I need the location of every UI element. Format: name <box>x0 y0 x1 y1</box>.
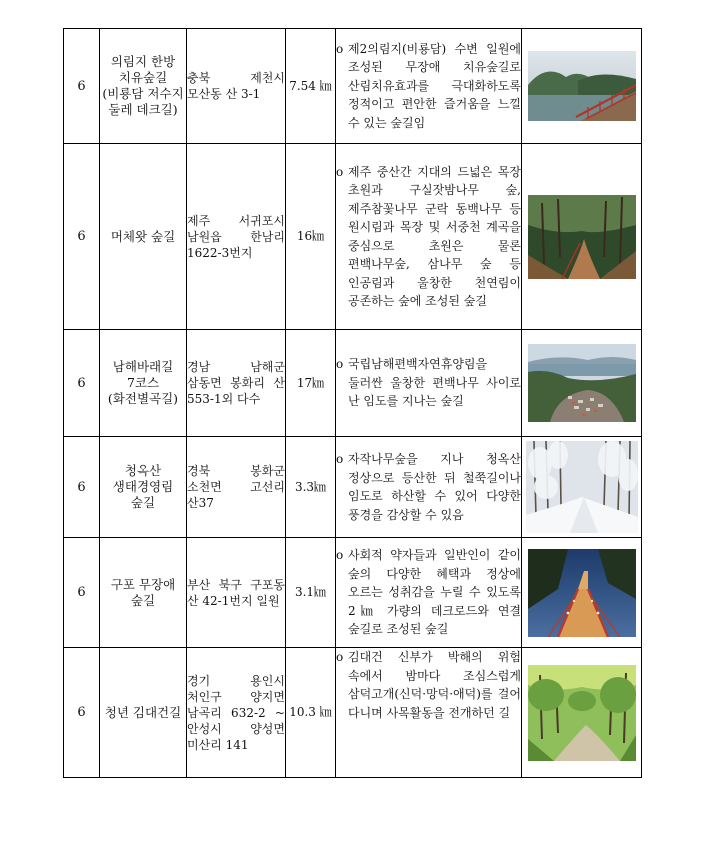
row-number: 6 <box>64 648 100 778</box>
trail-description-cell <box>336 538 522 648</box>
bullet-marker: o <box>336 357 344 372</box>
trail-length: 7.54 ㎞ <box>286 29 336 144</box>
photo-cell <box>522 144 642 330</box>
trail-description-cell <box>336 29 522 144</box>
trail-address: 경기 용인시 처인구 양지면 남곡리 632-2 ~ 안성시 양성면 미산리 141 <box>187 648 286 778</box>
photo-cell <box>522 538 642 648</box>
photo-cell <box>522 330 642 437</box>
photo-cell <box>522 29 642 144</box>
night-deck-photo <box>528 549 636 637</box>
trail-length: 3.3㎞ <box>286 437 336 538</box>
trail-address: 충북 제천시 모산동 산 3-1 <box>187 29 286 144</box>
trail-name: 청년 김대건길 <box>100 648 187 778</box>
trail-description-cell <box>336 330 522 437</box>
photo-cell <box>522 437 642 538</box>
trail-description-cell <box>336 437 522 538</box>
trail-description: 제주 중산간 지대의 드넓은 목장 초원과 구실잣밤나무 숲, 제주참꽃나무 군락 동백나무 등 원시림과 목장 및 서중천 계곡을 중심으로 초원은 물론 편백나무숲, 삼나무 숲 등 인공림과 울창한 천연림이 공존하는 숲에 조성된 숲길 <box>348 164 521 308</box>
trail-address: 부산 북구 구포동 산 42-1번지 일원 <box>187 538 286 648</box>
trail-length: 10.3 ㎞ <box>286 648 336 778</box>
bullet-marker: o <box>336 548 344 563</box>
table-row <box>64 648 642 778</box>
row-number: 6 <box>64 144 100 330</box>
trail-length: 17㎞ <box>286 330 336 437</box>
trail-name: 남해바래길 7코스(화전별곡길) <box>100 330 187 437</box>
trail-address: 경남 남해군 삼동면 봉화리 산 553-1외 다수 <box>187 330 286 437</box>
row-number: 6 <box>64 437 100 538</box>
bullet-marker: o <box>336 41 344 56</box>
trail-name: 머체왓 숲길 <box>100 144 187 330</box>
trail-address: 제주 서귀포시 남원읍 한남리 1622-3번지 <box>187 144 286 330</box>
table-row <box>64 144 642 330</box>
trail-name: 청옥산 생태경영림 숲길 <box>100 437 187 538</box>
trail-length: 16㎞ <box>286 144 336 330</box>
trail-address: 경북 봉화군 소천면 고선리 산37 <box>187 437 286 538</box>
trail-description: 사회적 약자들과 일반인이 같이 숲의 다양한 혜택과 정상에 오르는 성취감을 누릴 수 있도록 2㎞ 가량의 데크로드와 연결 숲길로 조성된 숲길 <box>348 548 521 637</box>
bullet-marker: o <box>336 164 344 179</box>
photo-cell <box>522 648 642 778</box>
row-number: 6 <box>64 330 100 437</box>
trail-length: 3.1㎞ <box>286 538 336 648</box>
trail-description: 김대건 신부가 박해의 위험 속에서 밤마다 조심스럽게 삼덕고개(신덕·망덕·애덕)를 걸어 다니며 사목활동을 전개하던 길 <box>348 650 521 720</box>
table-row <box>64 330 642 437</box>
trail-description-cell <box>336 144 522 330</box>
row-number: 6 <box>64 29 100 144</box>
forest-path-photo <box>528 195 636 279</box>
snowy-forest-photo <box>526 441 638 533</box>
trail-name: 의림지 한방 치유숲길 (비룡담 저수지 둘레 데크길) <box>100 29 187 144</box>
bullet-marker: o <box>336 452 344 466</box>
trail-table <box>63 28 642 778</box>
bullet-marker: o <box>336 650 344 664</box>
trail-name: 구포 무장애 숲길 <box>100 538 187 648</box>
trail-description: 제2의림지(비룡담) 수변 일원에 조성된 무장애 치유숲길로 산림치유효과를 극대화하도록 정적이고 편안한 즐거움을 느낄 수 있는 숲길임 <box>348 41 521 130</box>
trail-description: 자작나무숲을 지나 청옥산 정상으로 등산한 뒤 철쭉길이나 임도로 하산할 수 있어 다양한 풍경을 감상할 수 있음 <box>348 452 521 522</box>
table-row <box>64 538 642 648</box>
table-row <box>64 29 642 144</box>
coastal-village-photo <box>528 344 636 422</box>
green-trail-photo <box>528 665 636 761</box>
row-number: 6 <box>64 538 100 648</box>
trail-description: 국립남해편백자연휴양림을 둘러싼 울창한 편백나무 사이로 난 임도를 지나는 숲길 <box>348 357 521 409</box>
trail-description-cell <box>336 648 522 778</box>
table-row <box>64 437 642 538</box>
lake-deck-photo <box>528 51 636 121</box>
